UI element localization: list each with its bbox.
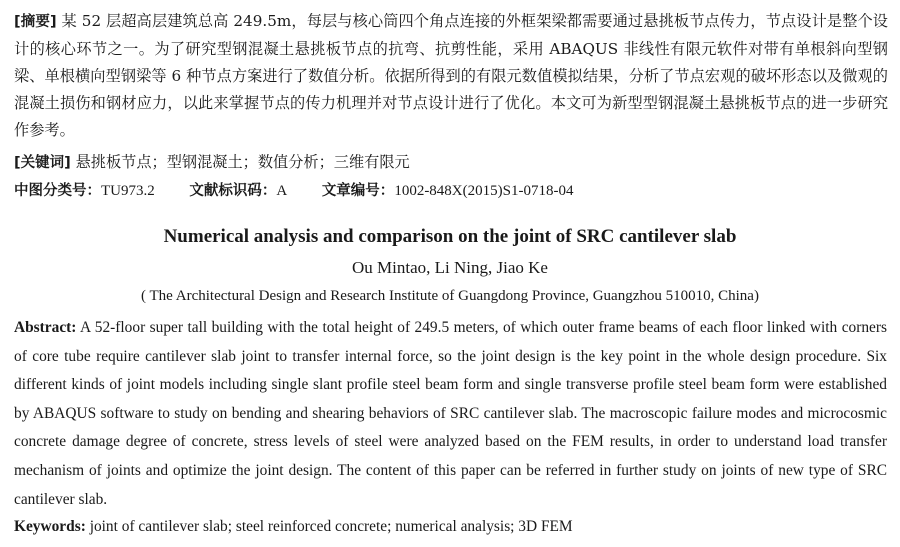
english-abstract <box>14 314 887 514</box>
english-abstract-text: A 52-floor super tall building with the total height of 249.5 meters, of which outer frame beams of each floor linked with corners of core tube require cantilever slab joint to transfer internal force, so the joint design is the key point in the whole design procedure. Six different kinds of joint models including single slant profile steel beam form and single transverse profile steel beam form were established by ABAQUS software to study on bending and shearing behaviors of SRC cantilever slab. The macroscopic failure modes and microcosmic concrete damage degree of concrete, stress levels of steel were analyzed based on the FEM results, in order to understand load transfer mechanism of joints and optimize the joint design. The content of this paper can be referred in further study on joints of new type of SRC cantilever slab. <box>14 319 887 508</box>
english-keywords-label: Keywords: <box>14 518 86 535</box>
english-title: Numerical analysis and comparison on the joint of SRC cantilever slab <box>163 226 737 247</box>
classification-row <box>14 178 888 205</box>
document-code-value: A <box>276 183 288 199</box>
document-code <box>189 178 287 205</box>
english-abstract-label: Abstract: <box>14 319 77 336</box>
clc-number <box>14 178 155 205</box>
chinese-abstract-label: [摘要] <box>14 14 57 30</box>
english-authors: Ou Mintao, Li Ning, Jiao Ke <box>352 258 548 277</box>
english-keywords-text: joint of cantilever slab; steel reinforced concrete; numerical analysis; 3D FEM <box>89 518 573 535</box>
chinese-abstract <box>14 8 888 144</box>
chinese-keywords-text: 悬挑板节点；型钢混凝土；数值分析；三维有限元 <box>75 153 410 171</box>
chinese-keywords <box>14 149 888 177</box>
chinese-abstract-text: 某 52 层超高层建筑总高 249.5m，每层与核心筒四个角点连接的外框架梁都需要通过悬挑板节点传力，节点设计是整个设计的核心环节之一。为了研究型钢混凝土悬挑板节点的抗弯、抗剪性能，采用 ABAQUS 非线性有限元软件对带有单根斜向型钢梁、单根横向型钢梁等 6 种节点方案进行了数值分析。依据所得到的有限元数值模拟结果，分析了节点宏观的破坏形态以及微观的混凝土损伤和钢材应力，以此来掌握节点的传力机理并对节点设计进行了优化。本文可为新型型钢混凝土悬挑板节点的进一步研究作参考。 <box>14 12 888 139</box>
clc-label: 中图分类号： <box>14 183 101 199</box>
english-keywords <box>14 514 888 540</box>
article-number-value: 1002-848X(2015)S1-0718-04 <box>394 183 574 199</box>
article-number <box>322 178 574 205</box>
document-code-label: 文献标识码： <box>189 183 277 199</box>
chinese-keywords-label: [关键词] <box>14 155 71 171</box>
english-affiliation: ( The Architectural Design and Research Institute of Guangdong Province, Guangzhou 510010, China) <box>141 288 759 304</box>
article-number-label: 文章编号： <box>321 183 395 199</box>
clc-value: TU973.2 <box>101 183 155 199</box>
